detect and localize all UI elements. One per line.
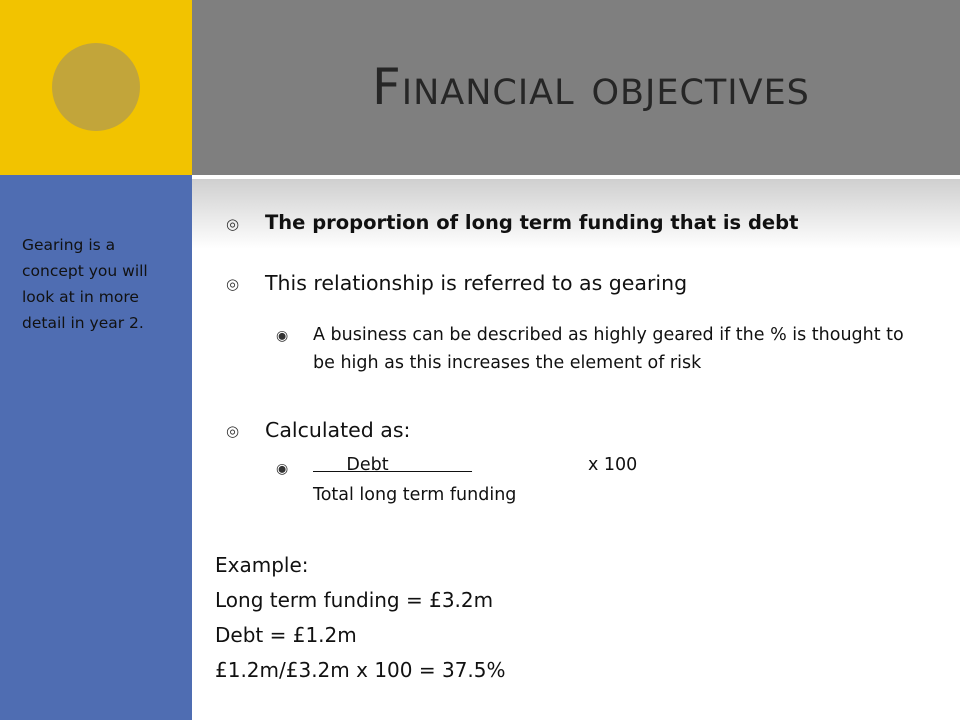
bullet-circle-icon: ◎ — [226, 275, 240, 293]
bullet-circle-icon: ◎ — [226, 422, 240, 440]
slide-title: Financial objectives — [372, 58, 810, 116]
bullet-proportion-debt: The proportion of long term funding that is debt — [265, 211, 799, 234]
example-heading: Example: — [215, 553, 309, 577]
bullet-calculated-as: Calculated as: — [265, 418, 411, 442]
slide-content — [192, 179, 960, 720]
formula-multiplier: x 100 — [588, 455, 638, 475]
sub-bullet-icon: ◉ — [276, 461, 289, 477]
sub-bullet-icon: ◉ — [276, 328, 289, 344]
example-line-debt: Debt = £1.2m — [215, 623, 357, 647]
example-line-funding: Long term funding = £3.2m — [215, 588, 494, 612]
formula-denominator: Total long term funding — [313, 485, 517, 505]
sub-bullet-highly-geared: A business can be described as highly geared if the % is thought to be high as this increases the element of risk — [313, 325, 904, 373]
formula-numerator: Debt — [313, 455, 473, 475]
bullet-gearing: This relationship is referred to as gearing — [265, 271, 688, 295]
bullet-circle-icon: ◎ — [226, 215, 240, 233]
decorative-circle — [52, 43, 140, 131]
example-line-result: £1.2m/£3.2m x 100 = 37.5% — [215, 658, 506, 682]
side-note: Gearing is a concept you will look at in more detail in year 2. — [22, 236, 148, 332]
